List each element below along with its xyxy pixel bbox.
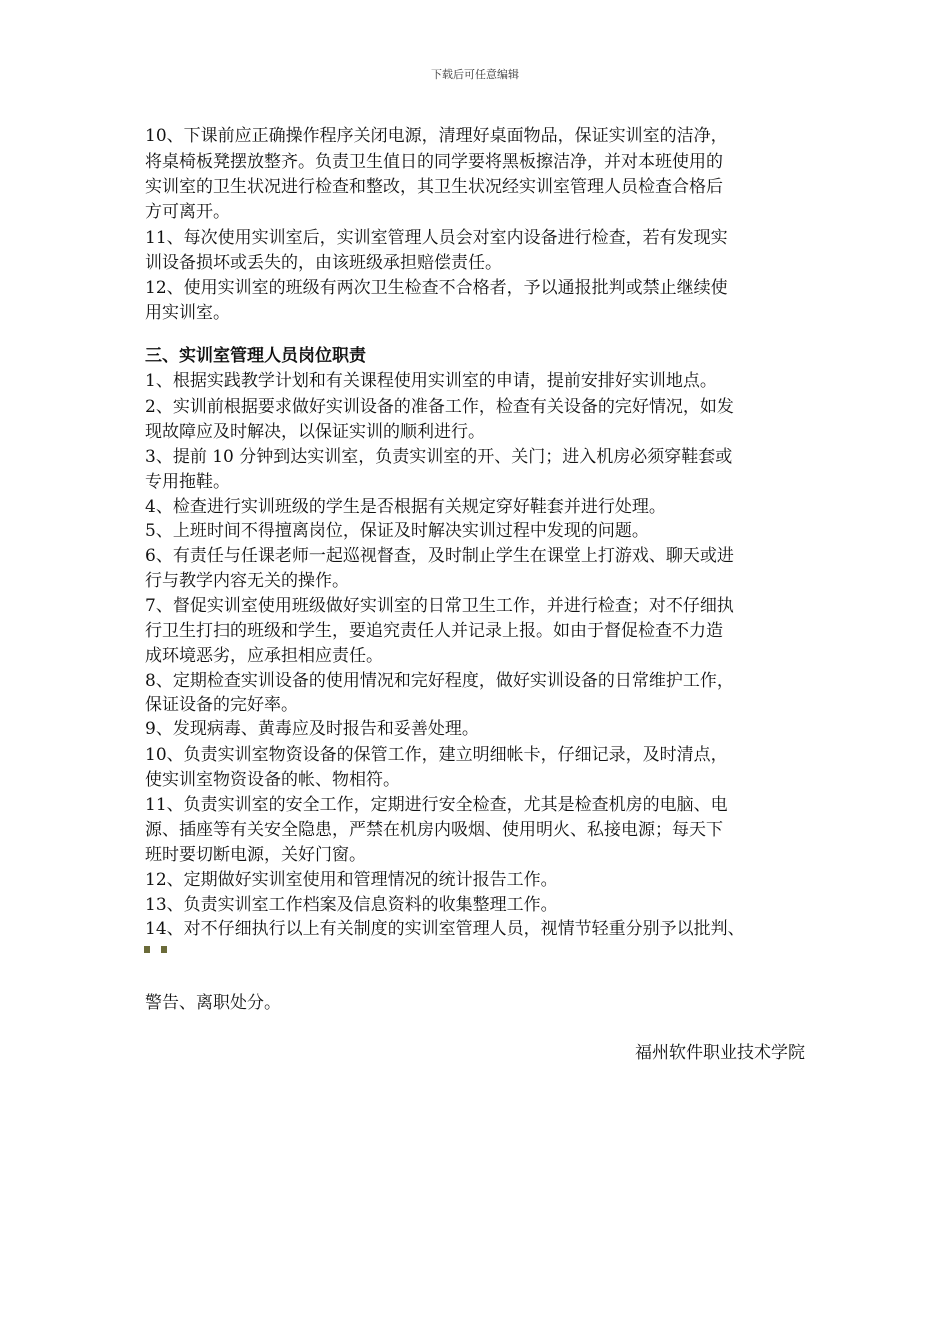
text-line: 1、根据实践教学计划和有关课程使用实训室的申请，提前安排好实训地点。 — [145, 371, 717, 391]
text-line: 训设备损坏或丢失的，由该班级承担赔偿责任。 — [145, 253, 502, 273]
text-line: 专用拖鞋。 — [145, 472, 230, 492]
text-line: 3、提前 10 分钟到达实训室，负责实训室的开、关门；进入机房必须穿鞋套或 — [145, 447, 733, 467]
text-line: 9、发现病毒、黄毒应及时报告和妥善处理。 — [145, 719, 479, 739]
text-line: 使实训室物资设备的帐、物相符。 — [145, 770, 400, 790]
text-line: 方可离开。 — [145, 202, 230, 222]
text-line: 源、插座等有关安全隐患，严禁在机房内吸烟、使用明火、私接电源；每天下 — [145, 820, 723, 840]
text-line: 4、检查进行实训班级的学生是否根据有关规定穿好鞋套并进行处理。 — [145, 497, 666, 517]
text-line: 12、定期做好实训室使用和管理情况的统计报告工作。 — [145, 870, 558, 890]
text-line: 11、每次使用实训室后，实训室管理人员会对室内设备进行检查，若有发现实 — [145, 228, 728, 248]
page-header: 下载后可任意编辑 — [431, 68, 519, 81]
text-line: 行卫生打扫的班级和学生，要追究责任人并记录上报。如由于督促检查不力造 — [145, 621, 723, 641]
text-line: 11、负责实训室的安全工作，定期进行安全检查，尤其是检查机房的电脑、电 — [145, 795, 728, 815]
text-line: 12、使用实训室的班级有两次卫生检查不合格者，予以通报批判或禁止继续使 — [145, 278, 728, 298]
text-line: 实训室的卫生状况进行检查和整改，其卫生状况经实训室管理人员检查合格后 — [145, 177, 723, 197]
text-line: 行与教学内容无关的操作。 — [145, 571, 349, 591]
text-line: 10、负责实训室物资设备的保管工作，建立明细帐卡，仔细记录，及时清点， — [145, 745, 728, 765]
text-line: 6、有责任与任课老师一起巡视督查，及时制止学生在课堂上打游戏、聊天或进 — [145, 546, 734, 566]
section-heading: 三、实训室管理人员岗位职责 — [145, 346, 366, 366]
text-line: 用实训室。 — [145, 303, 230, 323]
text-line: 14、对不仔细执行以上有关制度的实训室管理人员，视情节轻重分别予以批判、 — [145, 919, 745, 939]
break-mark-left — [144, 946, 150, 953]
text-line: 保证设备的完好率。 — [145, 695, 298, 715]
text-line: 现故障应及时解决，以保证实训的顺利进行。 — [145, 422, 485, 442]
text-line: 10、下课前应正确操作程序关闭电源，清理好桌面物品，保证实训室的洁净， — [145, 126, 728, 146]
text-line: 5、上班时间不得擅离岗位，保证及时解决实训过程中发现的问题。 — [145, 521, 649, 541]
text-line: 将桌椅板凳摆放整齐。负责卫生值日的同学要将黑板擦洁净，并对本班使用的 — [145, 152, 723, 172]
text-line: 7、督促实训室使用班级做好实训室的日常卫生工作，并进行检查；对不仔细执 — [145, 596, 734, 616]
break-mark-right — [161, 946, 167, 953]
text-line: 8、定期检查实训设备的使用情况和完好程度，做好实训设备的日常维护工作， — [145, 671, 734, 691]
signature-institution: 福州软件职业技术学院 — [635, 1043, 805, 1063]
text-line: 警告、离职处分。 — [145, 993, 281, 1013]
page-break-marks — [144, 946, 174, 956]
text-line: 成环境恶劣，应承担相应责任。 — [145, 646, 383, 666]
text-line: 2、实训前根据要求做好实训设备的准备工作，检查有关设备的完好情况，如发 — [145, 397, 734, 417]
text-line: 13、负责实训室工作档案及信息资料的收集整理工作。 — [145, 895, 558, 915]
text-line: 班时要切断电源，关好门窗。 — [145, 845, 366, 865]
